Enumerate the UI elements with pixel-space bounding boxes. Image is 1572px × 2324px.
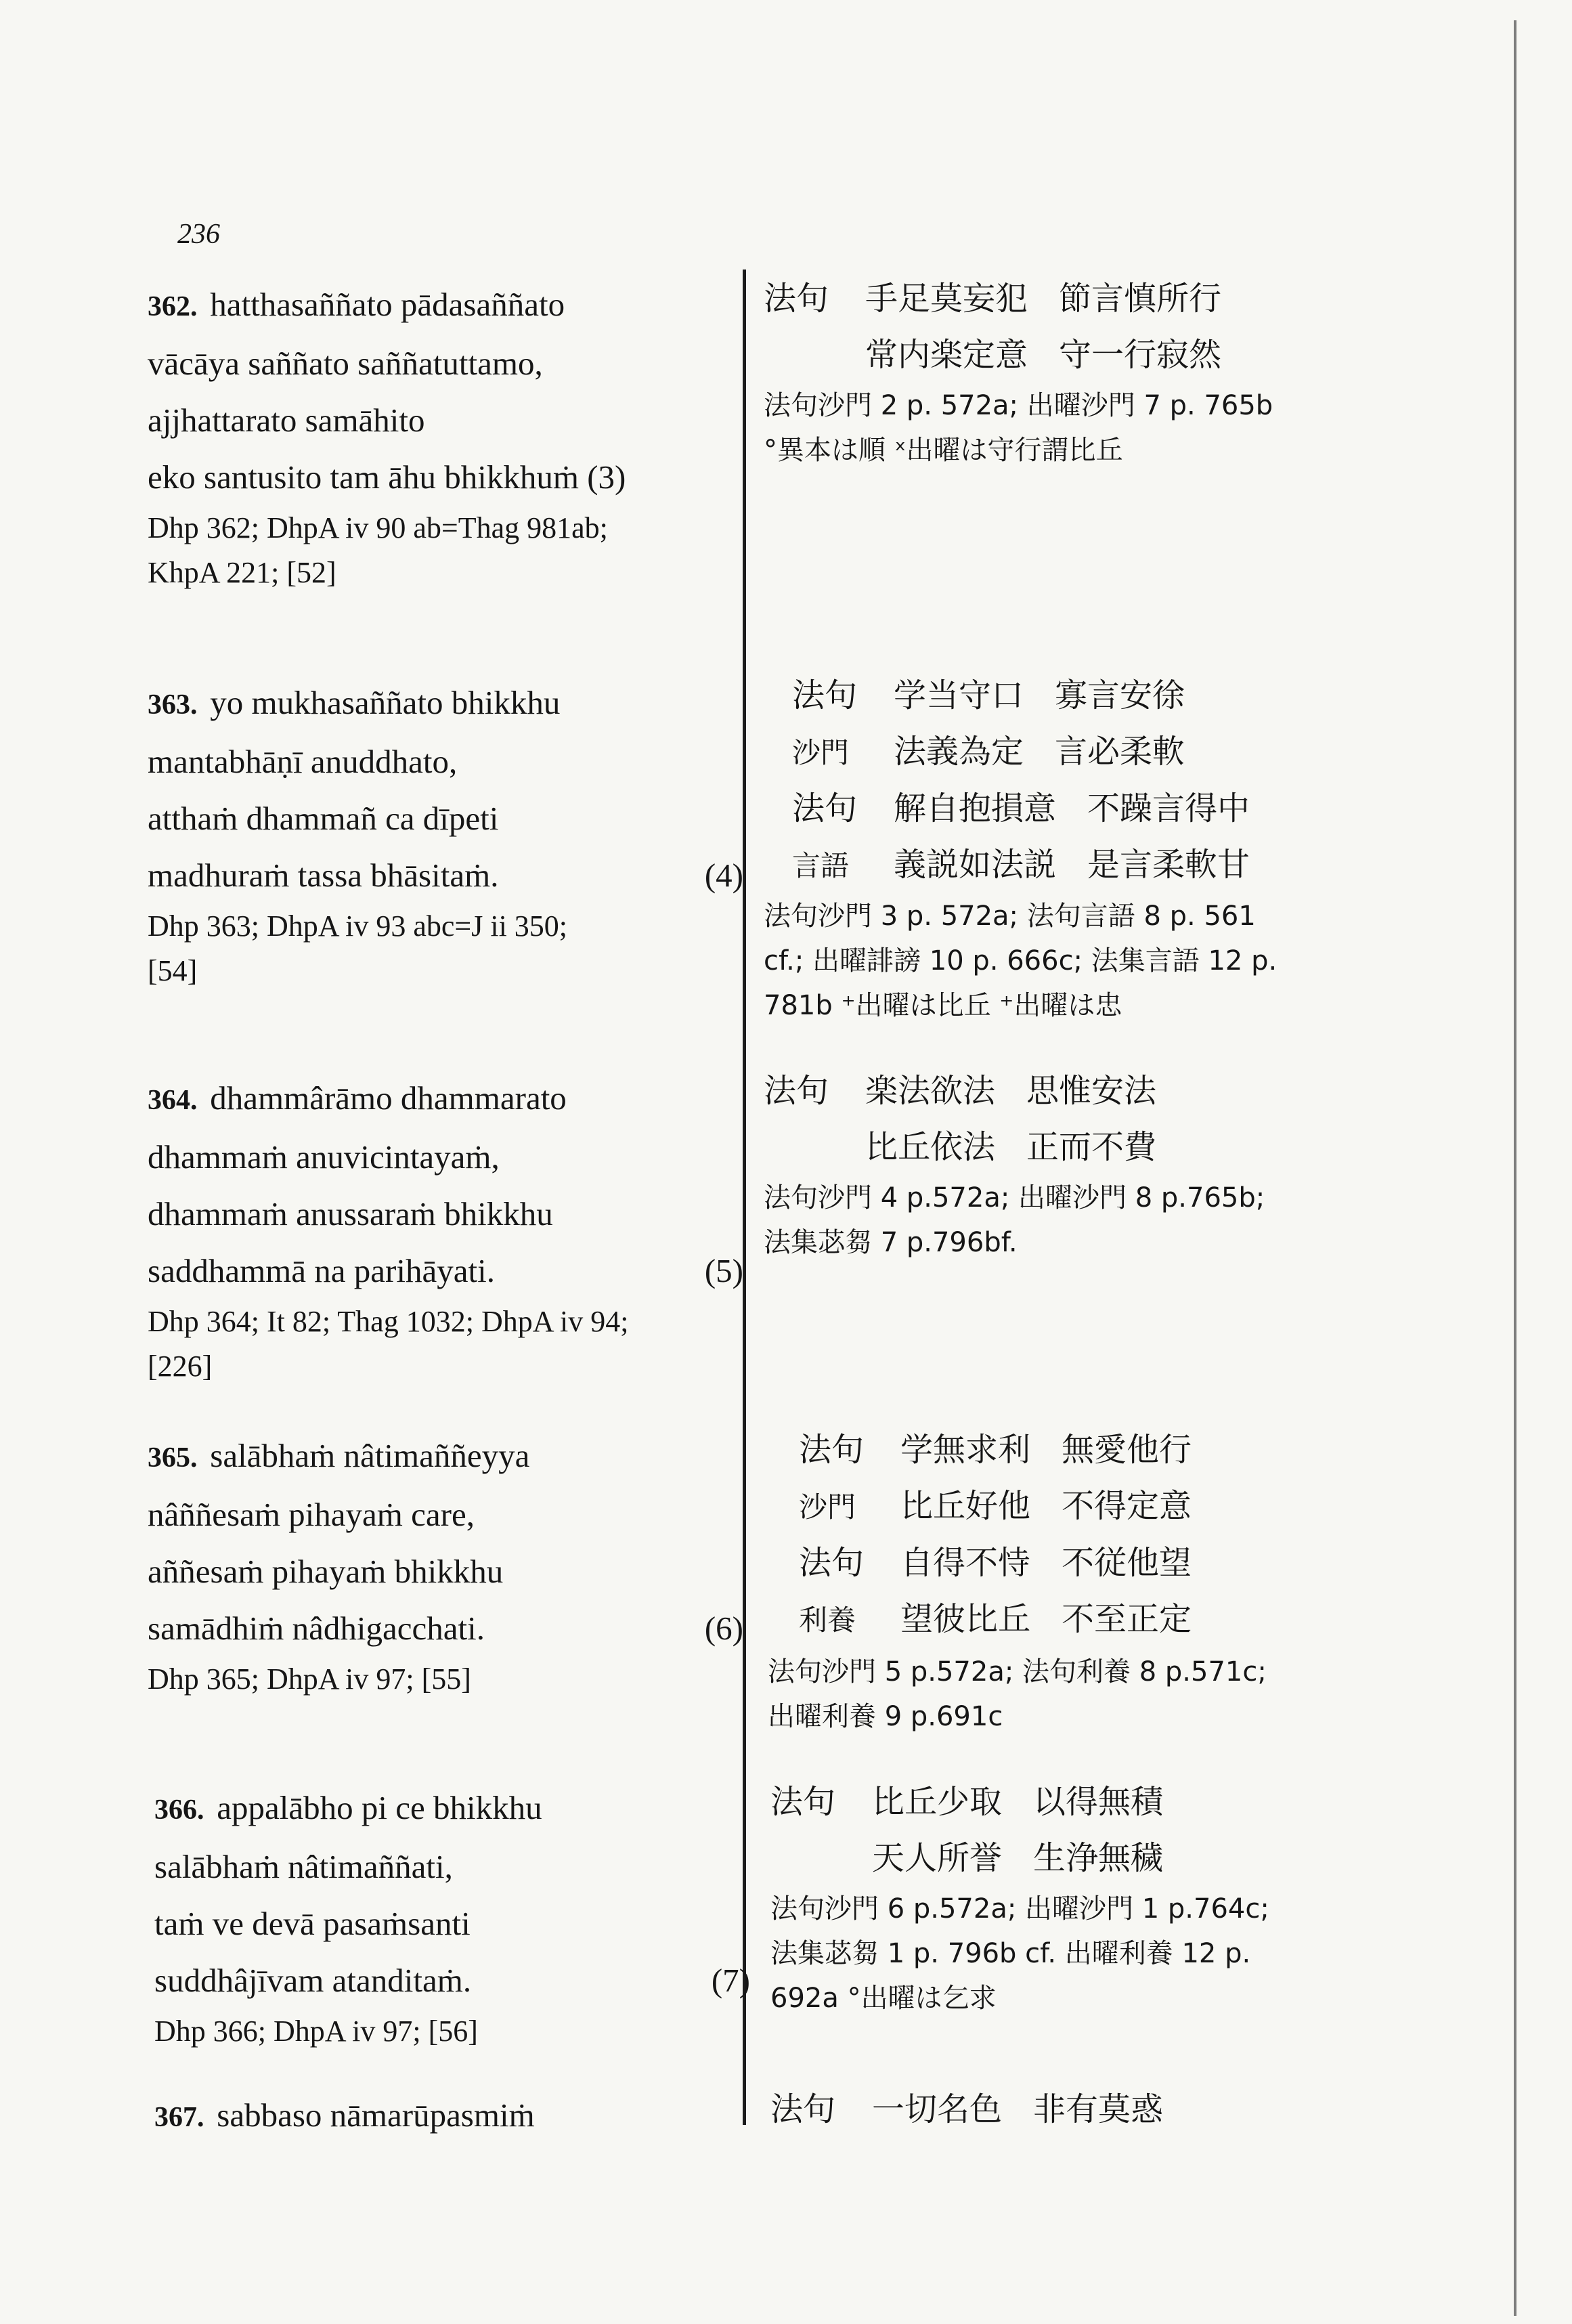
entry-363-pali	[148, 674, 743, 993]
pali-line: ajjhattarato samāhito	[148, 402, 425, 439]
source-label: 沙門	[799, 1490, 856, 1524]
source-label: 法句	[792, 790, 858, 827]
verse-index: (6)	[704, 1610, 743, 1647]
pali-line: madhuraṁ tassa bhāsitaṁ.	[148, 857, 499, 894]
entry-364-chinese	[764, 1063, 1366, 1265]
verse-number-label: 366.	[154, 1794, 204, 1826]
chinese-verse-half: 節言慎所行	[1059, 280, 1222, 318]
chinese-verse-half: 一切名色	[872, 2090, 1003, 2128]
pali-line: aññesaṁ pihayaṁ bhikkhu	[148, 1553, 504, 1590]
source-label: 法句	[764, 280, 829, 318]
reference-line: Dhp 366; DhpA iv 97; [56]	[154, 2015, 478, 2048]
entry-363-notes	[764, 894, 1366, 1028]
chinese-verse-half: 楽法欲法	[865, 1072, 996, 1110]
chinese-verse-half: 守一行寂然	[1059, 336, 1222, 374]
source-label: 利養	[799, 1604, 856, 1637]
chinese-verse-half: 無愛他行	[1062, 1431, 1192, 1469]
source-label: 法句	[770, 1783, 836, 1821]
verse-number-label: 364.	[148, 1085, 198, 1116]
note-line: 法句沙門 2 p. 572a; 出曜沙門 7 p. 765b	[764, 390, 1273, 421]
note-line: °異本は順 ˣ出曜は守行謂比丘	[764, 435, 1123, 466]
pali-line: salābhaṁ nâtimaññeyya	[210, 1437, 530, 1474]
note-line: 781b ⁺出曜は比丘 ⁺出曜は忠	[764, 990, 1122, 1021]
chinese-verse-half: 是言柔軟甘	[1087, 846, 1250, 884]
note-line: 法句沙門 6 p.572a; 出曜沙門 1 p.764c;	[770, 1893, 1269, 1924]
chinese-verse-half: 望彼比丘	[900, 1600, 1031, 1638]
note-line: 法集苾芻 1 p. 796b cf. 出曜利養 12 p.	[770, 1938, 1251, 1969]
pali-line: hatthasaññato pādasaññato	[210, 286, 565, 323]
chinese-verse-half: 以得無積	[1033, 1783, 1164, 1821]
chinese-verse-half: 不躁言得中	[1087, 790, 1250, 827]
entry-365-pali	[148, 1427, 743, 1702]
chinese-verse-half: 不得定意	[1062, 1487, 1192, 1525]
pali-line: eko santusito tam āhu bhikkhuṁ	[148, 458, 579, 496]
chinese-verse-half: 正而不費	[1026, 1128, 1157, 1166]
pali-line: mantabhāṇī anuddhato,	[148, 743, 458, 780]
pali-line: salābhaṁ nâtimaññati,	[154, 1848, 453, 1885]
pali-line: taṁ ve devā pasaṁsanti	[154, 1905, 471, 1942]
entry-362-pali	[148, 276, 743, 595]
page-number: 236	[177, 219, 220, 250]
verse-number-label: 362.	[148, 291, 198, 322]
pali-line: dhammaṁ anussaraṁ bhikkhu	[148, 1195, 553, 1232]
pali-line: saddhammā na parihāyati.	[148, 1252, 495, 1289]
verse-number-label: 365.	[148, 1442, 198, 1473]
reference-line: KhpA 221; [52]	[148, 556, 336, 589]
chinese-verse-half: 義説如法説	[894, 846, 1057, 884]
pali-line: atthaṁ dhammañ ca dīpeti	[148, 800, 499, 837]
entry-363-chinese	[792, 668, 1395, 894]
note-line: 法集苾芻 7 p.796bf.	[764, 1227, 1018, 1258]
reference-line: [54]	[148, 954, 198, 987]
chinese-verse-half: 非有莫惑	[1033, 2090, 1164, 2128]
entry-367-chinese	[770, 2082, 1373, 2138]
pali-line: vācāya saññato saññatuttamo,	[148, 345, 543, 382]
source-label: 法句	[799, 1431, 865, 1469]
entry-366-chinese	[770, 1774, 1373, 2021]
verse-index: (5)	[704, 1252, 743, 1289]
source-label: 法句	[764, 1072, 829, 1110]
note-line: 出曜利養 9 p.691c	[768, 1701, 1003, 1732]
note-line: 法句沙門 3 p. 572a; 法句言語 8 p. 561	[764, 901, 1256, 932]
verse-number-label: 363.	[148, 689, 198, 720]
note-line: 692a °出曜は乞求	[770, 1983, 997, 2014]
reference-line: Dhp 364; It 82; Thag 1032; DhpA iv 94;	[148, 1305, 629, 1338]
entry-365-notes	[768, 1650, 1370, 1739]
reference-line: Dhp 365; DhpA iv 97; [55]	[148, 1662, 471, 1696]
chinese-verse-half: 比丘好他	[900, 1487, 1031, 1525]
chinese-verse-half: 天人所誉	[872, 1839, 1003, 1877]
note-line: cf.; 出曜誹謗 10 p. 666c; 法集言語 12 p.	[764, 945, 1278, 976]
chinese-verse-half: 自得不恃	[900, 1544, 1031, 1582]
pali-line: dhammârāmo dhammarato	[210, 1079, 567, 1117]
chinese-verse-half: 言必柔軟	[1055, 733, 1185, 771]
verse-index: (3)	[587, 458, 626, 496]
source-label: 法句	[792, 676, 858, 714]
entry-362-chinese	[764, 271, 1366, 473]
chinese-verse-half: 不至正定	[1062, 1600, 1192, 1638]
reference-line: Dhp 362; DhpA iv 90 ab=Thag 981ab;	[148, 511, 608, 544]
pali-line: dhammaṁ anuvicintayaṁ,	[148, 1138, 500, 1176]
pali-line: yo mukhasaññato bhikkhu	[210, 684, 561, 721]
verse-index: (7)	[711, 1962, 750, 1999]
reference-line: Dhp 363; DhpA iv 93 abc=J ii 350;	[148, 909, 568, 943]
entry-364-pali	[148, 1070, 743, 1389]
entry-366-pali	[154, 1780, 750, 2054]
chinese-verse-half: 比丘少取	[872, 1783, 1003, 1821]
entry-365-chinese	[799, 1422, 1401, 1648]
note-line: 法句沙門 4 p.572a; 出曜沙門 8 p.765b;	[764, 1182, 1265, 1213]
reference-line: [226]	[148, 1350, 213, 1383]
chinese-verse-half: 寡言安徐	[1055, 676, 1185, 714]
chinese-verse-half: 常内楽定意	[865, 336, 1028, 374]
chinese-verse-half: 不従他望	[1062, 1544, 1192, 1582]
verse-number-label: 367.	[154, 2102, 204, 2133]
pali-line: sabbaso nāmarūpasmiṁ	[217, 2096, 535, 2134]
chinese-verse-half: 法義為定	[894, 733, 1024, 771]
chinese-verse-half: 比丘依法	[865, 1128, 996, 1166]
chinese-verse-half: 学無求利	[900, 1431, 1031, 1469]
chinese-verse-half: 手足莫妄犯	[865, 280, 1028, 318]
page-edge-line	[1514, 20, 1516, 2316]
note-line: 法句沙門 5 p.572a; 法句利養 8 p.571c;	[768, 1656, 1267, 1687]
pali-line: suddhâjīvam atanditaṁ.	[154, 1962, 472, 1999]
chinese-verse-half: 生浄無穢	[1033, 1839, 1164, 1877]
verse-index: (4)	[704, 857, 743, 894]
source-label: 沙門	[792, 736, 850, 769]
source-label: 法句	[770, 2090, 836, 2128]
source-label: 法句	[799, 1544, 865, 1582]
chinese-verse-half: 思惟安法	[1026, 1072, 1157, 1110]
pali-line: nâññesaṁ pihayaṁ care,	[148, 1496, 475, 1533]
source-label: 言語	[792, 849, 850, 882]
pali-line: appalābho pi ce bhikkhu	[217, 1789, 542, 1826]
pali-line: samādhiṁ nâdhigacchati.	[148, 1610, 485, 1647]
entry-367-pali	[154, 2087, 750, 2146]
chinese-verse-half: 学当守口	[894, 676, 1024, 714]
chinese-verse-half: 解自抱損意	[894, 790, 1057, 827]
